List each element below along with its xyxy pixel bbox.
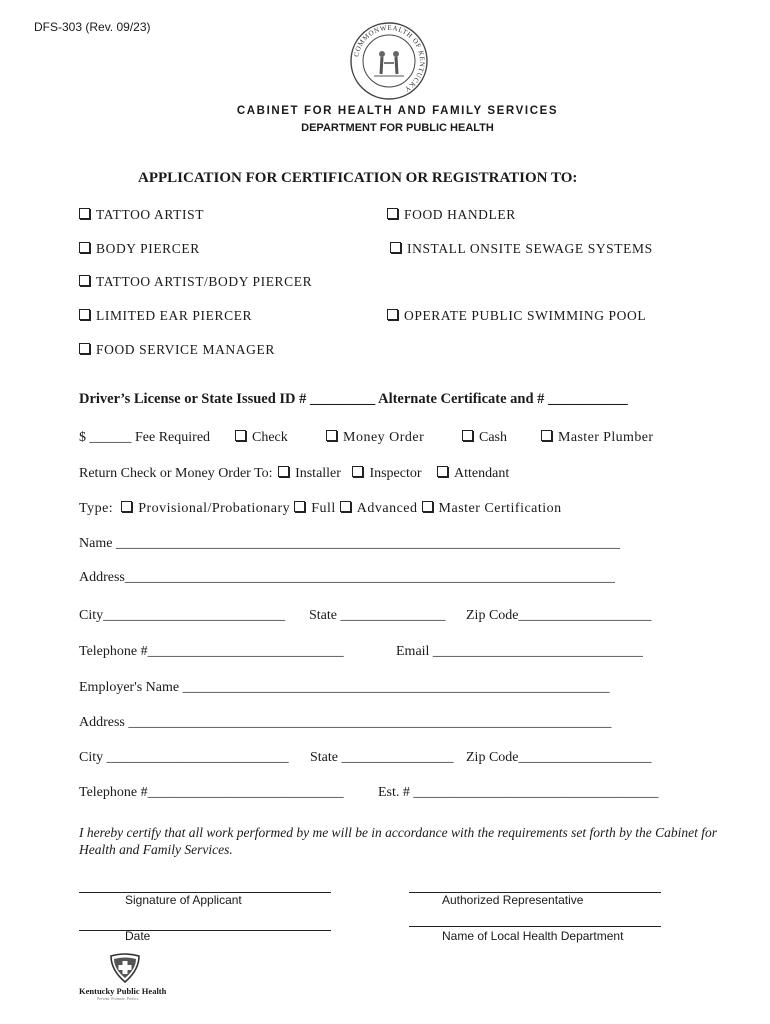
checkbox[interactable] xyxy=(294,501,305,512)
address-field[interactable]: Address______________________________________________________________________ xyxy=(79,570,615,585)
checkbox[interactable] xyxy=(79,343,90,354)
checkbox[interactable] xyxy=(121,501,132,512)
checkbox[interactable] xyxy=(79,275,90,286)
signature-applicant-label: Signature of Applicant xyxy=(125,893,242,907)
department-name: DEPARTMENT FOR PUBLIC HEALTH xyxy=(301,122,494,134)
checkbox[interactable] xyxy=(390,242,401,253)
checkbox[interactable] xyxy=(79,309,90,320)
shield-cross-icon xyxy=(79,953,179,985)
checkbox[interactable] xyxy=(462,430,473,441)
option-tattoo-body-piercer[interactable]: TATTOO ARTIST/BODY PIERCER xyxy=(79,274,312,290)
checkbox[interactable] xyxy=(326,430,337,441)
option-install-onsite-sewage[interactable]: INSTALL ONSITE SEWAGE SYSTEMS xyxy=(390,241,653,257)
checkbox[interactable] xyxy=(387,208,398,219)
city-field[interactable]: City__________________________ xyxy=(79,608,286,623)
type-master[interactable]: Master Certification xyxy=(422,501,562,516)
license-id-field[interactable]: Driver’s License or State Issued ID # _________ Alternate Certificate and # ___________ xyxy=(79,391,628,407)
employer-zip-field[interactable]: Zip Code___________________ xyxy=(466,750,652,765)
telephone-field[interactable]: Telephone #____________________________ xyxy=(79,644,344,659)
type-label: Type: xyxy=(79,501,114,516)
type-row xyxy=(79,501,562,517)
employer-city-field[interactable]: City __________________________ xyxy=(79,750,289,765)
payment-master-plumber[interactable]: Master Plumber xyxy=(541,430,653,446)
zip-field[interactable]: Zip Code___________________ xyxy=(466,608,652,623)
establishment-number-field[interactable]: Est. # ___________________________________ xyxy=(378,785,659,800)
checkbox[interactable] xyxy=(387,309,398,320)
type-full[interactable]: Full xyxy=(294,501,336,516)
application-title: APPLICATION FOR CERTIFICATION OR REGISTRATION TO: xyxy=(138,170,578,186)
checkbox[interactable] xyxy=(541,430,552,441)
checkbox[interactable] xyxy=(79,208,90,219)
payment-cash[interactable]: Cash xyxy=(462,430,507,446)
return-installer[interactable]: Installer xyxy=(276,466,341,481)
checkbox[interactable] xyxy=(352,466,363,477)
option-tattoo-artist[interactable]: TATTOO ARTIST xyxy=(79,207,204,223)
option-food-handler[interactable]: FOOD HANDLER xyxy=(387,207,516,223)
employer-address-field[interactable]: Address _____________________________________________________________________ xyxy=(79,715,612,730)
type-advanced[interactable]: Advanced xyxy=(340,501,418,516)
email-field[interactable]: Email ______________________________ xyxy=(396,644,643,659)
employer-telephone-field[interactable]: Telephone #____________________________ xyxy=(79,785,344,800)
date-line[interactable] xyxy=(79,930,331,931)
return-label: Return Check or Money Order To: xyxy=(79,466,273,481)
logo-text: Kentucky Public Health xyxy=(79,986,167,996)
checkbox[interactable] xyxy=(235,430,246,441)
kentucky-public-health-logo xyxy=(79,953,179,1003)
date-label: Date xyxy=(125,929,151,943)
checkbox[interactable] xyxy=(340,501,351,512)
certification-statement: I hereby certify that all work performed by me will be in accordance with the requirements set forth by the Cabinet for Health and Family Services. xyxy=(79,825,718,857)
checkbox[interactable] xyxy=(278,466,289,477)
form-number: DFS-303 (Rev. 09/23) xyxy=(34,20,151,34)
type-provisional[interactable]: Provisional/Probationary xyxy=(121,501,290,516)
name-field[interactable]: Name ________________________________________________________________________ xyxy=(79,536,620,551)
state-field[interactable]: State _______________ xyxy=(309,608,446,623)
authorized-representative-label: Authorized Representative xyxy=(442,893,584,907)
checkbox[interactable] xyxy=(437,466,448,477)
checkbox[interactable] xyxy=(422,501,433,512)
logo-tagline: Prevent. Promote. Protect. xyxy=(97,996,140,1001)
cabinet-name: CABINET FOR HEALTH AND FAMILY SERVICES xyxy=(236,105,559,117)
checkbox[interactable] xyxy=(79,242,90,253)
employer-name-field[interactable]: Employer's Name _____________________________________________________________ xyxy=(79,680,610,695)
return-inspector[interactable]: Inspector xyxy=(352,466,421,481)
option-body-piercer[interactable]: BODY PIERCER xyxy=(79,241,200,257)
fee-required-field[interactable]: $ ______ Fee Required xyxy=(79,430,211,445)
local-health-department-label: Name of Local Health Department xyxy=(442,929,624,943)
option-swimming-pool[interactable]: OPERATE PUBLIC SWIMMING POOL xyxy=(387,308,646,324)
option-food-service-manager[interactable]: FOOD SERVICE MANAGER xyxy=(79,342,275,358)
payment-check[interactable]: Check xyxy=(235,430,288,446)
seal-text: COMMONWEALTH OF KENTUCKY xyxy=(352,23,427,94)
local-health-dept-line[interactable] xyxy=(409,926,661,927)
option-limited-ear-piercer[interactable]: LIMITED EAR PIERCER xyxy=(79,308,252,324)
payment-money-order[interactable]: Money Order xyxy=(326,430,424,446)
employer-state-field[interactable]: State ________________ xyxy=(310,750,454,765)
kentucky-seal-icon xyxy=(350,22,428,100)
return-to-row xyxy=(79,466,509,482)
return-attendant[interactable]: Attendant xyxy=(437,466,509,481)
